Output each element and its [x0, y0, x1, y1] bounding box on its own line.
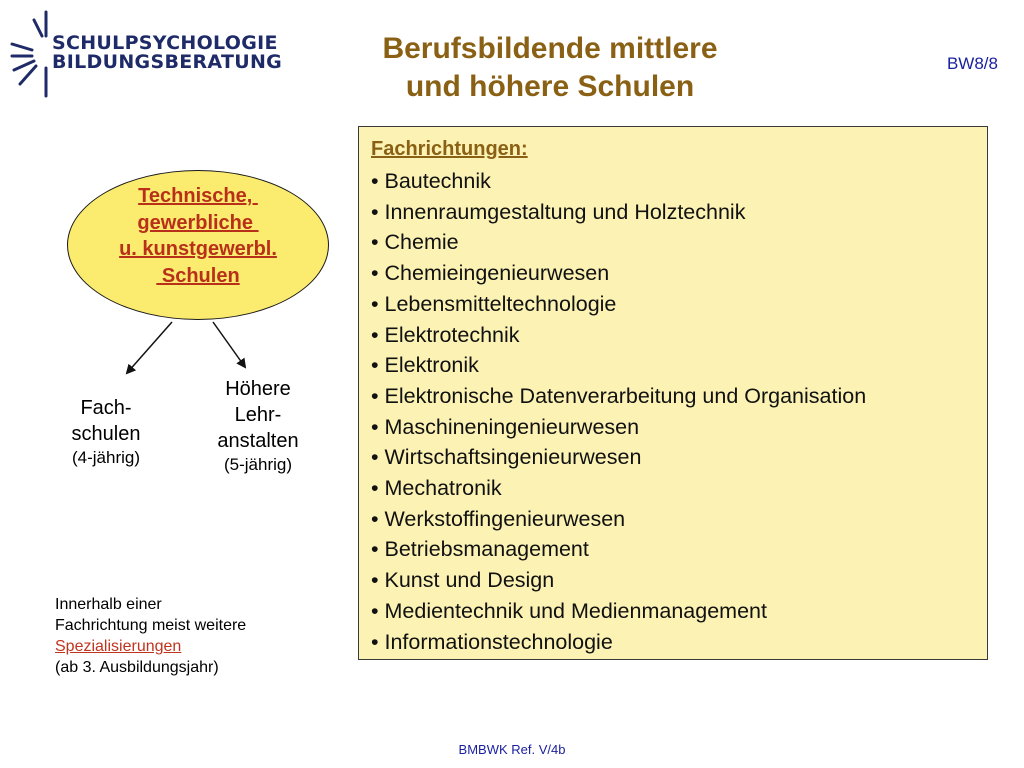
hoehere-line-2: Lehr- [234, 404, 282, 426]
fachrichtungen-list [371, 166, 987, 657]
slide-reference: BW8/8 [946, 54, 998, 73]
hoehere-line-3: anstalten [217, 430, 299, 452]
arrow-to-fachschulen [127, 322, 172, 373]
list-item: • Wirtschaftsingenieurwesen [371, 445, 642, 470]
list-item: • Chemie [371, 230, 459, 255]
logo-line-1: SCHULPSYCHOLOGIE [52, 32, 278, 54]
fach-line-1: Fach- [80, 397, 132, 419]
node-hoehere-lehranstalten [186, 376, 330, 476]
list-item: • Medientechnik und Medienmanagement [371, 598, 767, 623]
list-item: • Bautechnik [371, 169, 491, 193]
page-title [330, 30, 770, 106]
logo-line-2: BILDUNGSBERATUNG [52, 51, 283, 73]
school-type-label[interactable] [67, 183, 329, 289]
logo-wordmark [52, 34, 282, 72]
note-line-4: (ab 3. Ausbildungsjahr) [55, 659, 219, 676]
fach-line-2: schulen [71, 423, 141, 445]
note-line-2: Fachrichtung meist weitere [55, 617, 247, 634]
ellipse-line-3: u. kunstgewerbl. [119, 238, 277, 260]
list-item: • Elektronik [371, 353, 479, 378]
note-line-1: Innerhalb einer [55, 596, 162, 613]
list-item: • Maschineningenieurwesen [371, 414, 640, 439]
ellipse-line-4: Schulen [156, 264, 240, 287]
list-item: • Betriebsmanagement [371, 537, 589, 562]
list-item: • Mechatronik [371, 476, 502, 501]
ellipse-line-1: Technische, [138, 185, 258, 207]
node-fachschulen [40, 395, 172, 469]
list-item: • Kunst und Design [371, 568, 555, 593]
fach-duration: (4-jährig) [71, 448, 141, 467]
hoehere-line-1: Höhere [225, 378, 291, 400]
arrow-to-hoehere-lehranstalten [213, 322, 245, 367]
list-item: • Chemieingenieurwesen [371, 261, 610, 286]
ellipse-line-2: gewerbliche [137, 211, 259, 234]
list-item: • Werkstoffingenieurwesen [371, 506, 626, 531]
list-item: • Informationstechnologie [371, 629, 613, 654]
footer-reference: BMBWK Ref. V/4b [458, 742, 566, 757]
hoehere-duration: (5-jährig) [223, 455, 293, 474]
specializations-link[interactable]: Spezialisierungen [55, 638, 182, 655]
list-item: • Elektrotechnik [371, 322, 520, 347]
list-item: • Innenraumgestaltung und Holztechnik [371, 199, 746, 224]
rays-logo-icon [4, 6, 50, 98]
list-item: • Elektronische Datenverarbeitung und Organisation [371, 383, 867, 408]
fachrichtungen-heading: Fachrichtungen: [371, 138, 528, 160]
list-item: • Lebensmitteltechnologie [371, 291, 617, 316]
specialization-note [55, 594, 246, 678]
fachrichtungen-box [358, 126, 988, 660]
title-line-1: Berufsbildende mittlere [382, 32, 718, 65]
title-line-2: und höhere Schulen [405, 70, 695, 103]
